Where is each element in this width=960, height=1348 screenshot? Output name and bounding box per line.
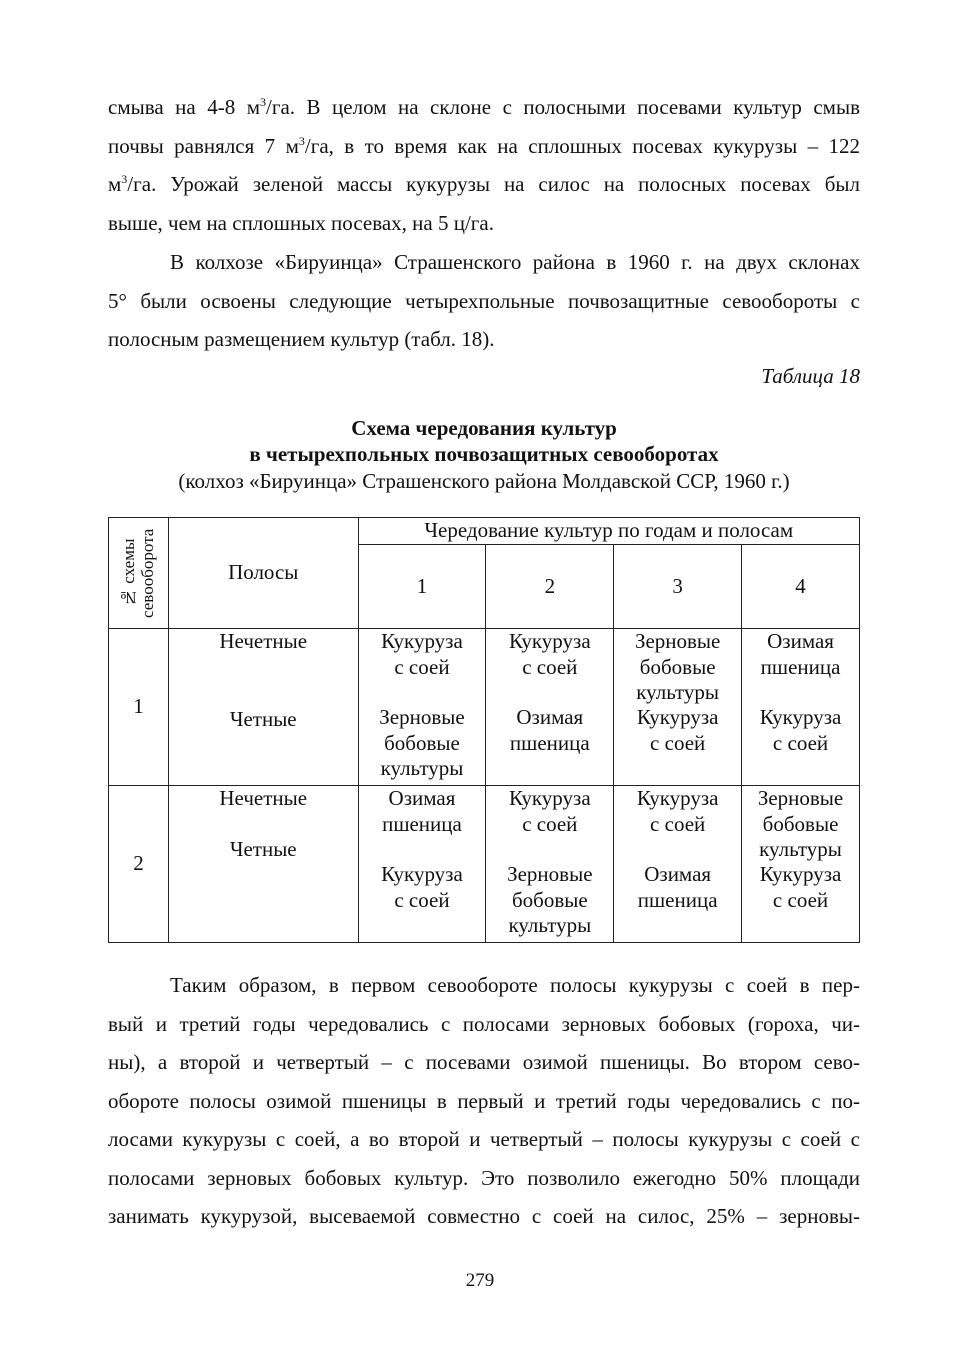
- strip-labels: [168, 786, 358, 943]
- para3-line-1: Таким образом, в первом севообороте полосы кукурузы с соей в пер-: [170, 973, 860, 997]
- cell-year-3: [614, 629, 742, 786]
- odd-crop: Зерновые бобовые культуры: [757, 786, 844, 861]
- table-row: [109, 786, 860, 943]
- cell-year-1: [358, 629, 486, 786]
- header-strips: Полосы: [168, 518, 358, 629]
- odd-crop: Кукуруза с соей: [508, 786, 591, 836]
- header-year-2: 2: [486, 545, 614, 629]
- para3-line-2: вый и третий годы чередовались с полосами зерновых бобовых (гороха, чи-: [108, 1011, 860, 1036]
- odd-crop: Озимая пшеница: [760, 629, 841, 679]
- even-crop: Озимая пшеница: [509, 705, 590, 755]
- para2-line-2: 5° были освоены следующие четырехпольные почвозащитные севообороты с: [108, 288, 860, 313]
- cell-year-2: [486, 629, 614, 786]
- header-year-4: 4: [742, 545, 860, 629]
- strip-labels: [168, 629, 358, 786]
- header-year-3: 3: [614, 545, 742, 629]
- para3-line-4: обороте полосы озимой пшеницы в первый и третий годы чередовались с по-: [108, 1088, 860, 1113]
- cell-year-3: [614, 786, 742, 943]
- crop-rotation-table: [108, 517, 860, 943]
- para1-line-4: выше, чем на сплошных посевах, на 5 ц/га.: [108, 210, 494, 235]
- even-crop: Кукуруза с соей: [381, 862, 463, 912]
- header-rotation: Чередование культур по годам и полосам: [358, 518, 859, 545]
- para3-line-7: занимать кукурузой, высеваемой совместно с соей на силос, 25% – зерновы-: [108, 1204, 860, 1228]
- even-label: Четные: [229, 837, 297, 861]
- header-year-1: 1: [358, 545, 486, 629]
- table-subtitle: (колхоз «Бируинца» Страшенского района Молдавской ССР, 1960 г.): [178, 469, 790, 493]
- cell-year-1: [358, 786, 486, 943]
- para1-line-3: $м^3/га$. Урожай зеленой массы кукурузы на силос на полосных посевах был: [108, 172, 860, 196]
- paragraph-2: [108, 243, 860, 359]
- para2-line-1: В колхозе «Бируинца» Страшенского района в 1960 г. на двух склонах: [170, 250, 860, 274]
- odd-crop: Кукуруза с соей: [636, 786, 719, 836]
- even-crop: Зерновые бобовые культуры: [507, 862, 593, 937]
- scheme-number: 2: [109, 786, 169, 943]
- paragraph-1: [108, 88, 860, 242]
- cell-year-4: [742, 629, 860, 786]
- odd-crop: Зерновые бобовые культуры: [634, 629, 721, 704]
- table-title-1: Схема чередования культур: [351, 416, 617, 440]
- even-crop: Кукуруза с соей: [636, 705, 719, 755]
- para3-line-6: полосами зерновых бобовых культур. Это позволило ежегодно 50% площади: [108, 1165, 860, 1190]
- odd-crop: Озимая пшеница: [382, 786, 462, 836]
- scheme-number: 1: [109, 629, 169, 786]
- page-number: 279: [465, 1270, 495, 1291]
- header-scheme: № схемы севооборота: [109, 518, 169, 629]
- odd-label: Нечетные: [219, 786, 308, 810]
- table-title-2: в четырехпольных почвозащитных севооборотах: [249, 442, 719, 466]
- table-number: Таблица 18: [761, 364, 860, 388]
- para3-line-5: лосами кукурузы с соей, а во второй и четвертый – полосы кукурузы с соей с: [108, 1127, 860, 1151]
- odd-crop: Кукуруза с соей: [508, 629, 591, 679]
- odd-label: Нечетные: [219, 629, 308, 653]
- para1-line-2: почвы равнялся 7 $м^3/га$, в то время как на сплошных посевах кукурузы – 122: [108, 133, 860, 158]
- even-crop: Озимая пшеница: [637, 862, 718, 912]
- cell-year-2: [486, 786, 614, 943]
- even-label: Четные: [229, 707, 297, 731]
- para1-line-1: смыва на 4-8 $м^3/га$. В целом на склоне с полосными посевами культур смыв: [108, 95, 860, 119]
- even-crop: Кукуруза с соей: [759, 862, 842, 912]
- table-row: [109, 629, 860, 786]
- cell-year-4: [742, 786, 860, 943]
- para3-line-3: ны), а второй и четвертый – с посевами озимой пшеницы. Во втором сево-: [108, 1050, 860, 1074]
- para2-line-3: полосным размещением культур (табл. 18).: [108, 327, 495, 351]
- even-crop: Зерновые бобовые культуры: [379, 705, 465, 780]
- paragraph-3: [108, 966, 860, 1236]
- even-crop: Кукуруза с соей: [759, 705, 842, 755]
- odd-crop: Кукуруза с соей: [381, 629, 463, 679]
